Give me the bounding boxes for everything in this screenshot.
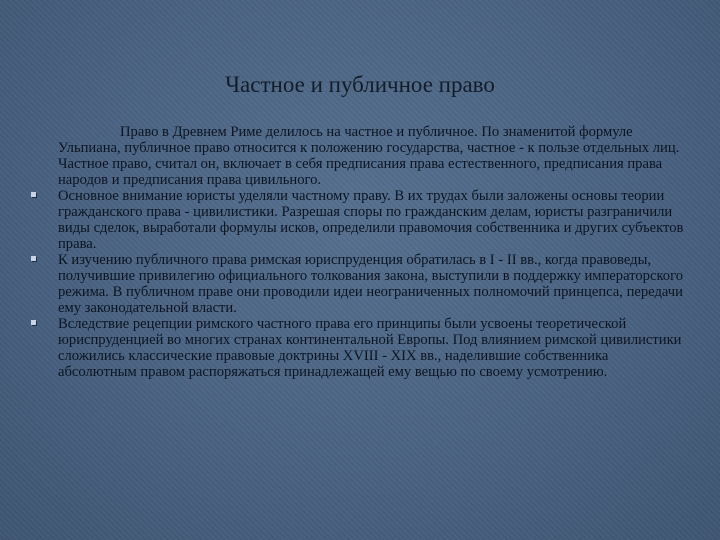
slide-body: [58, 124, 690, 380]
square-bullet-icon: [31, 256, 36, 261]
bullet-point-1: [58, 188, 690, 252]
bullet-point-text: К изучению публичного права римская юриспруденция обратилась в I - II вв., когда правоведы, получившие привилегию официального толкования закона, выступили в поддержку императорского режима. В публичном праве они проводили идеи неограниченных полномочий принцепса, передачи ему законодательной власти.: [58, 252, 684, 316]
bullet-point-3: [58, 316, 690, 380]
square-bullet-icon: [31, 192, 36, 197]
intro-paragraph: Право в Древнем Риме делилось на частное и публичное. По знаменитой формуле Ульпиана, публичное право относится к положению государства, частное - к пользе отдельных лиц. Частное право, считал он, включает в себя предписания права естественного, предписания права народов и предписания права цивильного.: [58, 124, 680, 188]
bullet-point-text: Вследствие рецепции римского частного права его принципы были усвоены теоретической юриспруденцией во многих странах континентальной Европы. Под влиянием римской цивилистики сложились классические правовые доктрины XVIII - XIX вв., наделившие собственника абсолютным правом распоряжаться принадлежащей ему вещью по своему усмотрению.: [58, 316, 682, 380]
bullet-point-2: [58, 252, 690, 316]
square-bullet-icon: [31, 320, 36, 325]
bullet-point-text: Основное внимание юристы уделяли частному праву. В их трудах были заложены основы теории гражданского права - цивилистики. Разрешая споры по гражданским делам, юристы разграничили виды сделок, выработали формулы исков, определили правомочия собственника и других субъектов права.: [58, 188, 684, 252]
slide-title: Частное и публичное право: [225, 72, 495, 97]
